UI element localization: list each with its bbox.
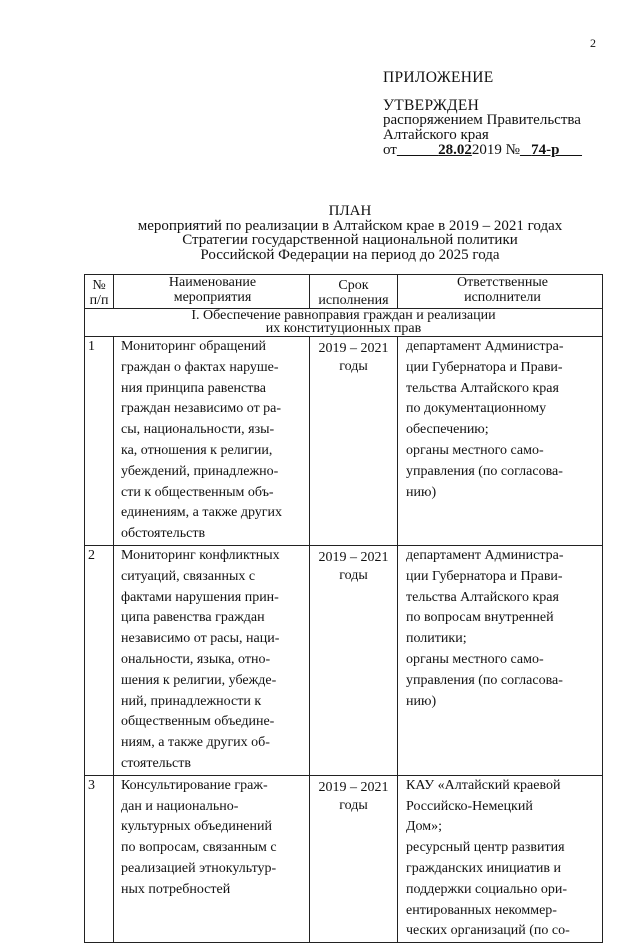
row-term: 2019 – 2021 годы bbox=[310, 775, 398, 942]
document-title bbox=[0, 204, 640, 262]
header-exec: Ответственные исполнители bbox=[398, 275, 603, 309]
approved-line-1: распоряжением Правительства bbox=[383, 112, 581, 128]
row-executors: департамент Администра- ции Губернатора и Прави- тельства Алтайского края по вопросам внутренней политики; органы местного само- управления (по согласова- нию) bbox=[398, 545, 603, 775]
title-line-2: Стратегии государственной национальной политики bbox=[182, 232, 518, 248]
row-executors: департамент Администра- ции Губернатора и Прави- тельства Алтайского края по документационному обеспечению; органы местного само- управления (по согласова- нию) bbox=[398, 337, 603, 546]
row-number: 2 bbox=[85, 545, 114, 775]
row-number: 3 bbox=[85, 775, 114, 942]
approval-date: 28.02 bbox=[438, 142, 472, 158]
title-line-3: Российской Федерации на период до 2025 года bbox=[200, 246, 500, 263]
section-title: I. Обеспечение равноправия граждан и реализации их конституционных прав bbox=[85, 309, 603, 337]
section-row bbox=[85, 309, 603, 337]
header-name: Наименование мероприятия bbox=[114, 275, 310, 309]
row-activity: Мониторинг обращений граждан о фактах наруше- ния принципа равенства граждан независимо от ра- сы, национальности, язы- ка, отношения к религии, убеждений, принадлежно- сти к общественным объ- единениям, а также других обстоятельств bbox=[114, 337, 310, 546]
appendix-label: ПРИЛОЖЕНИЕ bbox=[383, 69, 494, 86]
header-num: № п/п bbox=[85, 275, 114, 309]
row-activity: Консультирование граж- дан и национально- культурных объединений по вопросам, связанным с реализацией этнокультур- ных потребностей bbox=[114, 775, 310, 942]
approved-label: УТВЕРЖДЕН bbox=[383, 97, 480, 114]
title-line-1: мероприятий по реализации в Алтайском крае в 2019 – 2021 годах bbox=[137, 217, 563, 234]
row-executors: КАУ «Алтайский краевой Российско-Немецкий Дом»; ресурсный центр развития гражданских инициатив и поддержки социально ори- ентированных некоммер- ческих организаций (по со- bbox=[398, 775, 603, 942]
table-row bbox=[85, 337, 603, 546]
appendix-block bbox=[383, 70, 582, 158]
approval-date-line: от 28.022019 № 74-р bbox=[383, 142, 560, 158]
table-header-row bbox=[85, 275, 603, 309]
table-row bbox=[85, 545, 603, 775]
title-main: ПЛАН bbox=[328, 203, 372, 219]
plan-table bbox=[84, 274, 603, 943]
approval-number: 74-р bbox=[531, 142, 560, 158]
row-term: 2019 – 2021 годы bbox=[310, 545, 398, 775]
row-number: 1 bbox=[85, 337, 114, 546]
page-number: 2 bbox=[590, 36, 596, 50]
header-term: Срок исполнения bbox=[310, 275, 398, 309]
row-activity: Мониторинг конфликтных ситуаций, связанных с фактами нарушения прин- ципа равенства граждан независимо от расы, наци- ональности, языка, отно- шения к религии, убежде- ний, принадлежности к общественным объедине- ниям, а также других об- стоятельств bbox=[114, 545, 310, 775]
row-term: 2019 – 2021 годы bbox=[310, 337, 398, 546]
approved-line-2: Алтайского края bbox=[383, 127, 489, 143]
table-row bbox=[85, 775, 603, 942]
